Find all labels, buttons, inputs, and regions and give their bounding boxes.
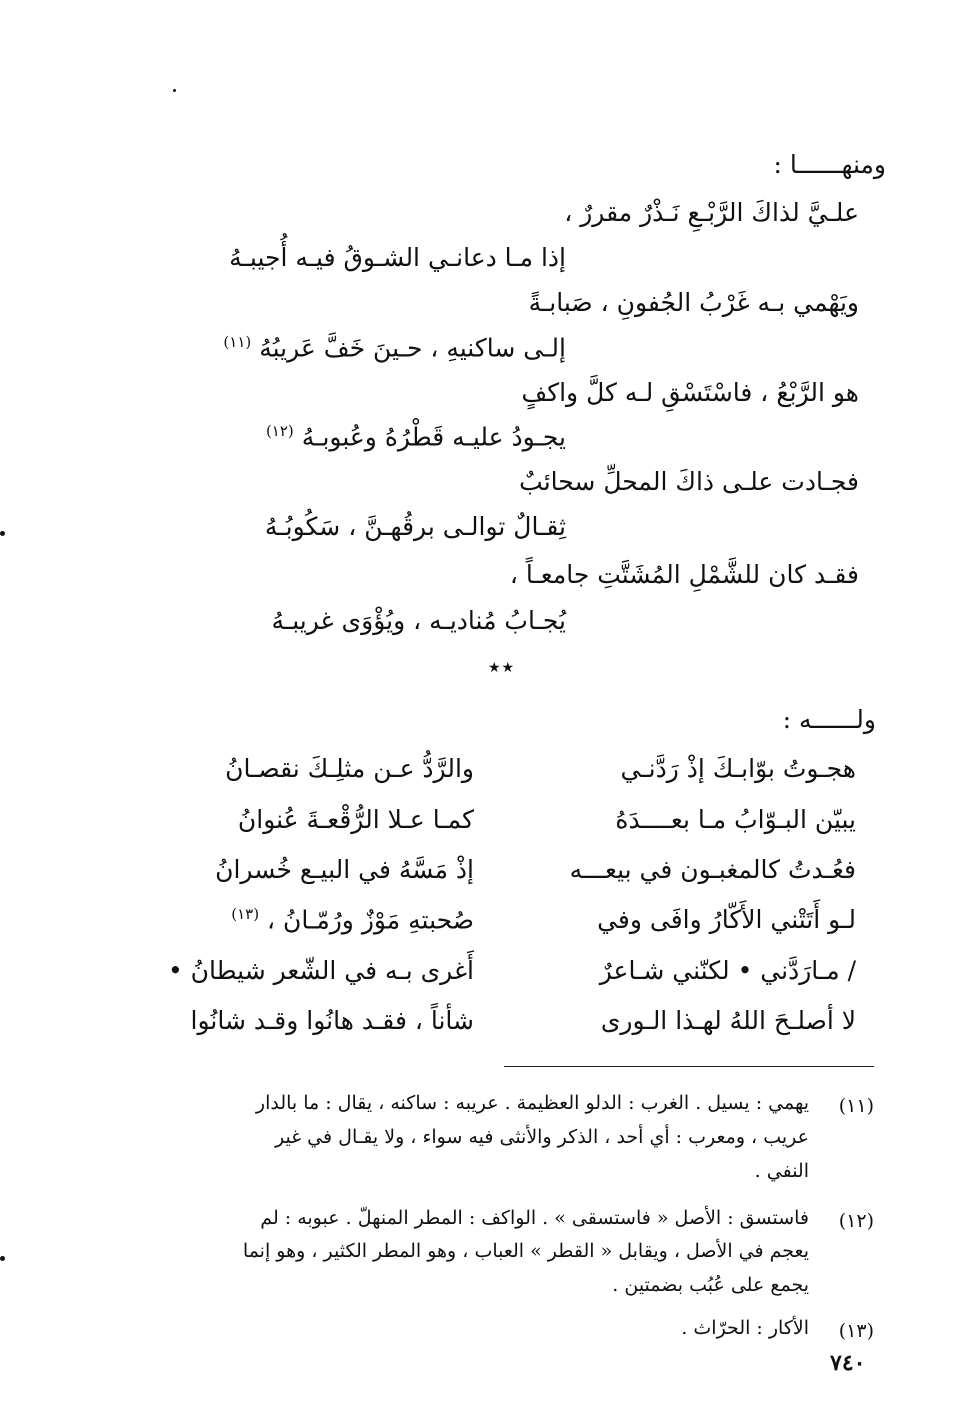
- hemistich-right: لـو أَتَتْني الأَكّارُ وافَى وفي: [597, 905, 856, 934]
- footnote-number: (١١): [838, 1095, 874, 1117]
- footnote-line: فاستسق : الأصل « فاستسقى » . الواكف : المطر المنهلّ . عبوبه : لم: [260, 1207, 809, 1229]
- section-heading: ومنهــــــا :: [773, 150, 886, 179]
- footnote-number: (١٢): [838, 1210, 874, 1232]
- footnote-number: (١٣): [838, 1320, 874, 1342]
- poem-line: [223, 333, 566, 362]
- poem-line: يُجـابُ مُناديـه ، ويُؤْوَى غريبـهُ: [271, 606, 566, 635]
- ink-speck: [173, 89, 176, 92]
- hemistich-left: والرَّدُّ عـن مثلِـكَ نقصـانُ: [225, 754, 474, 783]
- hemistich-left: شأناً ، فقـد هانُوا وقـد شانُوا: [190, 1006, 474, 1035]
- hemistich-left: أَغرى بـه في الشّعر شيطانُ •: [167, 956, 474, 985]
- hemistich-left: إذْ مَسَّهُ في البيـع خُسرانُ: [215, 855, 474, 884]
- hemistich-left: كمـا عـلا الرُّقْعـةَ عُنوانُ: [237, 805, 474, 834]
- hemistich-right: يبيّن البـوّابُ مـا بعــــدَهُ: [615, 805, 856, 834]
- footnote-separator: [504, 1066, 874, 1067]
- poem-line: ويَهْمي بـه غَرْبُ الجُفونِ ، صَبابـةً: [528, 288, 859, 317]
- footnote-line: عريب ، ومعرب : أي أحد ، الذكر والأنثى فيه سواء ، ولا يقـال في غير: [274, 1126, 809, 1148]
- footnote-ref: (١١): [223, 333, 252, 351]
- section-separator: ★★: [488, 660, 516, 676]
- poem-line-text: إلـى ساكنيهِ ، حـينَ خَفَّ عَريبُهُ: [259, 333, 566, 363]
- page-number: ٧٤٠: [830, 1350, 866, 1376]
- hemistich-right: فعُـدتُ كالمغبـون في بيعـــه: [569, 855, 856, 884]
- poem-line: ثِقـالٌ توالـى برقُهـنَّ ، سَكُوبُـهُ: [264, 512, 566, 541]
- footnote-line: يعجم في الأصل ، ويقابل « القطر » العباب ، وهو المطر الكثير ، وهو إنما: [242, 1240, 809, 1262]
- poem-line: علـيَّ لذاكَ الرَّبْـعِ نَـذْرٌ مقررٌ ،: [564, 198, 859, 227]
- poem-line-text: يجـودُ عليـه قَطْرُهُ وعُبوبـهُ: [301, 422, 566, 452]
- footnote-line: النفي .: [754, 1160, 809, 1182]
- margin-mark: [0, 531, 5, 536]
- poem-line: هو الرَّبْعُ ، فاسْتَسْقِ لـه كلَّ واكفٍ: [521, 378, 859, 407]
- hemistich-right: لا أصلـحَ اللهُ لهـذا الـورى: [600, 1006, 856, 1035]
- hemistich-text: صُحبتهِ مَوْزٌ ورُمّـانُ ،: [267, 905, 474, 935]
- margin-mark: [0, 1256, 5, 1261]
- hemistich-right: / مـارَدَّني • لكنّني شـاعرٌ: [599, 956, 856, 985]
- poem-line: فجـادت علـى ذاكَ المحلِّ سحائبٌ: [519, 467, 859, 496]
- footnote-line: يهمي : يسيل . الغرب : الدلو العظيمة . عريبه : ساكنه ، يقال : ما بالدار: [255, 1092, 809, 1114]
- footnote-ref: (١٢): [265, 422, 294, 440]
- hemistich-left: [231, 905, 474, 934]
- footnote-line: الأكار : الحرّاث .: [681, 1317, 809, 1339]
- poem-line: [266, 422, 566, 451]
- footnote-line: يجمع على عُبُب بضمتين .: [612, 1274, 809, 1296]
- hemistich-right: هجـوتُ بوّابـكَ إذْ رَدَّنـي: [620, 754, 856, 783]
- footnote-ref: (١٣): [231, 905, 260, 923]
- poem-line: فقـد كان للشَّمْلِ المُشَتَّتِ جامعـاً ،: [509, 560, 859, 589]
- poem-line: إذا مـا دعانـي الشـوقُ فيـه أُجيبـهُ: [229, 243, 566, 272]
- section-heading: ولــــــه :: [782, 705, 876, 734]
